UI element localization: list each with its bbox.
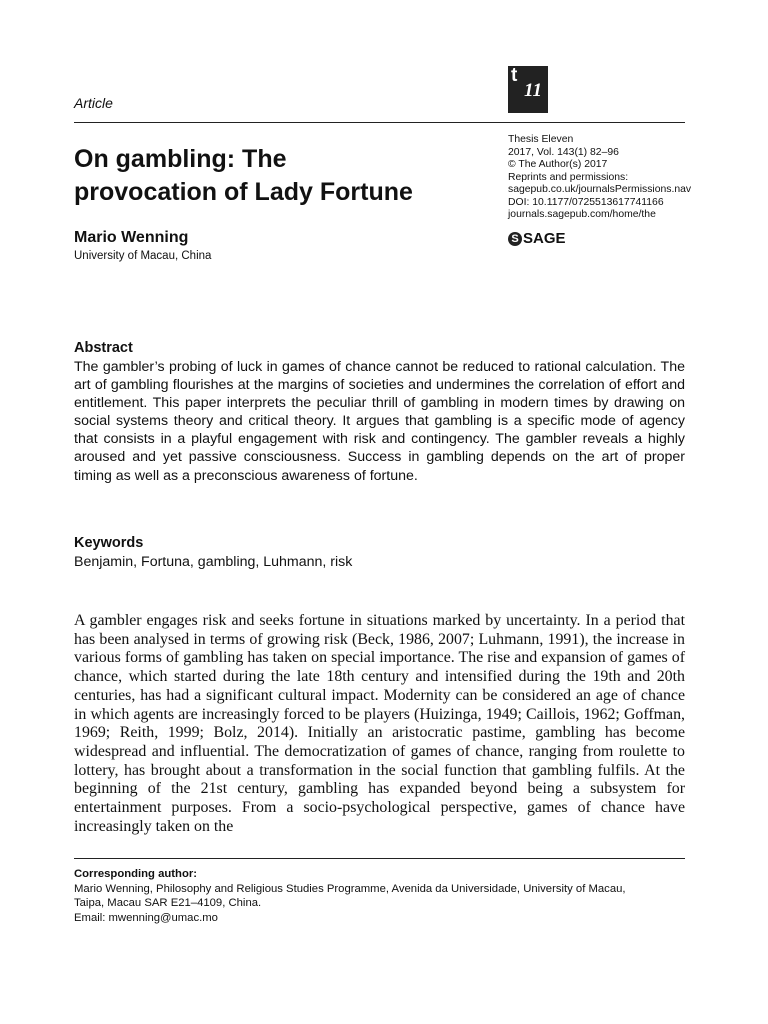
- footnote-heading: Corresponding author:: [74, 868, 198, 880]
- abstract-heading: Abstract: [74, 340, 133, 356]
- sage-emblem-icon: S: [508, 232, 522, 246]
- footnote-address-line-1: Mario Wenning, Philosophy and Religious Studies Programme, Avenida da Universidade, University of Macau,: [74, 882, 626, 895]
- header-divider: [74, 122, 685, 123]
- journal-logo-letter: t: [511, 65, 518, 86]
- reprints-link[interactable]: sagepub.co.uk/journalsPermissions.nav: [508, 184, 692, 195]
- keywords-section: [74, 534, 685, 571]
- reprints-label: Reprints and permissions:: [508, 171, 629, 183]
- keywords-heading: Keywords: [74, 535, 144, 551]
- abstract-text: The gambler’s probing of luck in games of chance cannot be reduced to rational calculation. The art of gambling flourishes at the margins of societies and undermines the correlation of effort and entitlement. This paper interprets the peculiar thrill of gambling in modern times by drawing on social systems theory and critical theory. It argues that gambling is a specific mode of agency that consists in a playful engagement with risk and contingency. The gambler reveals a highly aroused and yet passive consciousness. Success in gambling depends on the art of proper timing as well as a preconscious awareness of fortune.: [74, 359, 685, 484]
- copyright-notice: © The Author(s) 2017: [508, 159, 608, 170]
- journal-logo: [508, 66, 548, 113]
- footnote-address-line-2: Taipa, Macau SAR E21–4109, China.: [74, 897, 262, 909]
- journal-link[interactable]: journals.sagepub.com/home/the: [508, 209, 656, 220]
- body-paragraph: A gambler engages risk and seeks fortune in situations marked by uncertainty. In a period that has been analysed in terms of growing risk (Beck, 1986, 2007; Luhmann, 1991), the increase in various forms of gambling has taken on special importance. The rise and expansion of games of chance, which started during the late 18th century and intensified during the 19th and 20th centuries, has had a significant cultural impact. Modernity can be considered an age of chance in which agents are increasingly forced to be players (Huizinga, 1949; Caillois, 1962; Goffman, 1969; Reith, 1999; Bolz, 2014). Initially an aristocratic pastime, gambling has become widespread and influential. The democratization of games of chance, ranging from roulette to lottery, has brought about a transformation in the social function that gambling fulfils. At the beginning of the 21st century, gambling has expanded beyond being a subsystem for entertainment purposes. From a socio-psychological perspective, games of chance have increasingly taken on the: [74, 612, 685, 835]
- journal-metadata: [508, 134, 692, 222]
- article-title-line-1: On gambling: The: [74, 145, 287, 173]
- journal-volume: 2017, Vol. 143(1) 82–96: [508, 146, 619, 158]
- corresponding-author-footnote: [74, 867, 694, 925]
- doi[interactable]: DOI: 10.1177/0725513617741166: [508, 196, 664, 208]
- journal-logo-number: 11: [524, 80, 542, 101]
- author-name: Mario Wenning: [74, 229, 189, 246]
- keywords-text: Benjamin, Fortuna, gambling, Luhmann, risk: [74, 554, 353, 570]
- footnote-email[interactable]: Email: mwenning@umac.mo: [74, 911, 218, 924]
- article-type-label: Article: [74, 95, 113, 111]
- article-title-line-2: provocation of Lady Fortune: [74, 178, 413, 206]
- article-title: [74, 143, 504, 209]
- footnote-divider: [74, 858, 685, 859]
- publisher-logo: [508, 230, 566, 247]
- author-affiliation: University of Macau, China: [74, 250, 212, 262]
- publisher-name: SAGE: [523, 230, 566, 247]
- abstract-section: [74, 339, 685, 485]
- journal-name: Thesis Eleven: [508, 134, 574, 145]
